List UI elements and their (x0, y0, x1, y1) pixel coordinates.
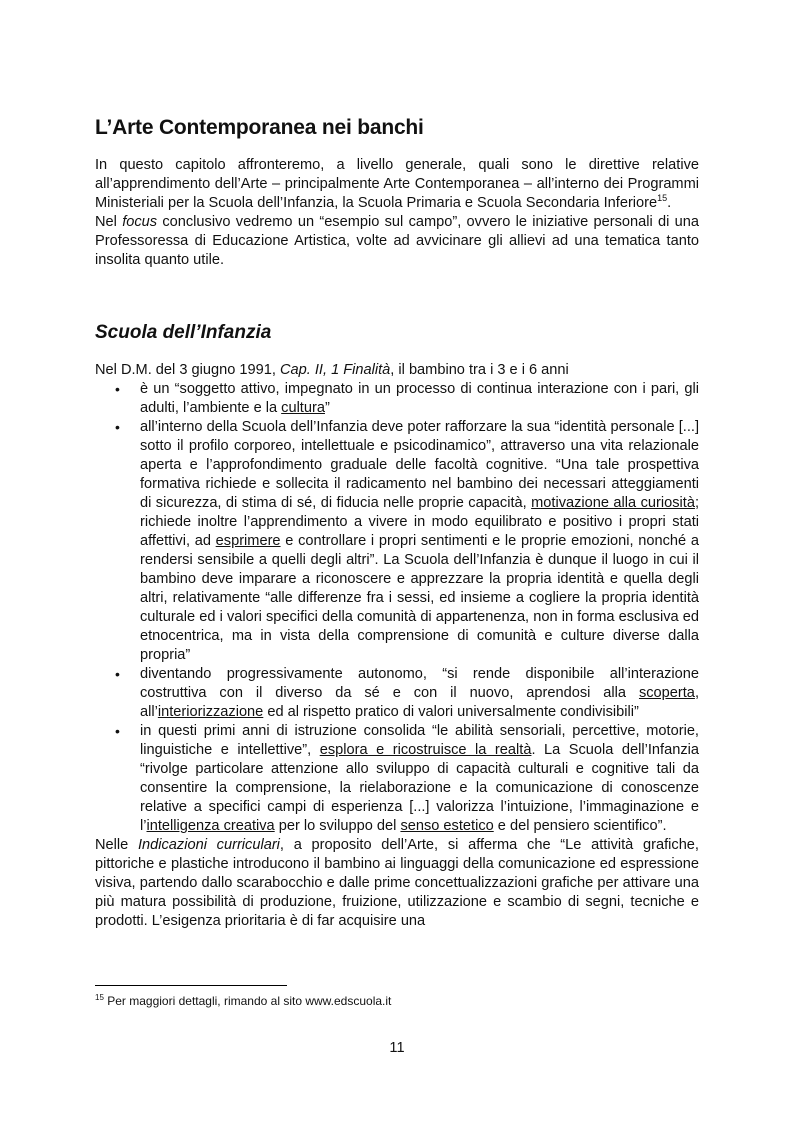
underlined-term: senso estetico (400, 818, 494, 834)
underlined-term: intelligenza creativa (146, 818, 275, 834)
closing-text-a: Nelle (95, 837, 138, 853)
chapter-reference: Cap. II, 1 Finalità (279, 362, 391, 378)
bullet-list (95, 380, 699, 836)
underlined-term: interiorizzazione (157, 704, 264, 720)
lead-text-b: , il bambino tra i 3 e i 6 anni (390, 362, 569, 378)
item-text: diventando progressivamente autonomo, “si rende disponibile all’interazione costruttiva con il diverso da sé e con il nuovo, aprendosi alla (140, 666, 699, 701)
list-item (95, 418, 699, 665)
intro2-text-a: Nel (95, 214, 123, 230)
footnote-number: 15 (95, 993, 104, 1002)
item-text: e del pensiero scientifico”. (493, 818, 667, 834)
item-text: e controllare i propri sentimenti e le proprie emozioni, nonché a rendersi sensibile a quelli degli altri”. La Scuola dell’Infanzia è dunque il luogo in cui il bambino deve imparare a riconoscere e apprezzare la propria identità e quella degli altri, relativamente “alle differenze fra i sessi, ed insieme a cogliere la propria identità culturale ed i valori specifici della comunità di appartenenza, non in forma esclusiva ed etnocentrica, ma in vista della comprensione di comunità e culture diverse dalla propria” (140, 533, 699, 663)
page-number: 11 (389, 1040, 405, 1056)
bullet-icon: • (115, 419, 120, 435)
chapter-title: L’Arte Contemporanea nei banchi (95, 116, 424, 139)
list-item (95, 380, 699, 418)
intro-paragraph-1 (95, 156, 699, 213)
footnote-reference: 15 (657, 193, 668, 204)
underlined-term: esprimere (215, 533, 281, 549)
section-body (95, 361, 699, 931)
underlined-term: esplora e ricostruisce la realtà (319, 742, 532, 758)
item-text: all’interno della Scuola dell’Infanzia deve poter rafforzare la sua “identità personale [...] sotto il profilo corporeo, intellettuale e psicodinamico”, attraverso una vita relazionale aperta e l’approfondimento graduale delle facoltà cognitive. “Una tale prospettiva formativa richiede e sollecita il radicamento nel bambino dei necessari atteggiamenti di sicurezza, di stima di sé, di fiducia nelle proprie capacità, (140, 419, 699, 511)
item-text: ; richiede inoltre l’apprendimento a vivere in modo equilibrato e positivo i propri stati affettivi, ad (140, 495, 699, 549)
item-text: è un “soggetto attivo, impegnato in un processo di continua interazione con i pari, gli adulti, l’ambiente e la (140, 381, 699, 416)
intro-section (95, 156, 699, 270)
bullet-icon: • (115, 723, 120, 739)
underlined-term: scoperta (638, 685, 695, 701)
intro2-text-b: conclusivo vedremo un “esempio sul campo”, ovvero le iniziative personali di una Professoressa di Educazione Artistica, volte ad avvicinare gli allievi ad una tematica tanto insolita quanto utile. (95, 214, 700, 268)
focus-italic: focus (122, 214, 158, 230)
item-text: , all’ (140, 685, 699, 720)
item-text: ed al rispetto pratico di valori universalmente condivisibili” (263, 704, 639, 720)
section-title: Scuola dell’Infanzia (95, 322, 272, 343)
item-text: in questi primi anni di istruzione consolida “le abilità sensoriali, percettive, motorie, linguistiche e intellettive”, (140, 723, 699, 758)
item-text: . La Scuola dell’Infanzia “rivolge particolare attenzione allo sviluppo di capacità culturali e cognitive tali da consentire la comprensione, la rielaborazione e la comunicazione di conoscenze relative a specifici campi di esperienza [...] valorizza l’intuizione, l’immaginazione e l’ (140, 742, 699, 834)
lead-paragraph (95, 361, 699, 380)
bullet-icon: • (115, 381, 120, 397)
item-text: per lo sviluppo del (274, 818, 401, 834)
footnote-divider (95, 985, 287, 986)
bullet-icon: • (115, 666, 120, 682)
item-text: ” (324, 400, 330, 416)
underlined-term: motivazione alla curiosità (531, 495, 695, 511)
closing-paragraph (95, 836, 699, 931)
underlined-term: cultura (281, 400, 325, 416)
footnote-text: Per maggiori dettagli, rimando al sito www.edscuola.it (103, 994, 392, 1008)
lead-text-a: Nel D.M. del 3 giugno 1991, (95, 362, 280, 378)
list-item (95, 722, 699, 836)
intro-paragraph-2 (95, 213, 699, 270)
indicazioni-italic: Indicazioni curriculari (137, 837, 280, 853)
intro-text: In questo capitolo affronteremo, a livello generale, quali sono le direttive relative all’apprendimento dell’Arte – principalmente Arte Contemporanea – all’interno dei Programmi Ministeriali per la Scuola dell’Infanzia, la Scuola Primaria e Scuola Secondaria Inferiore (95, 157, 699, 211)
closing-text-b: , a proposito dell’Arte, si afferma che “Le attività grafiche, pittoriche e plastiche introducono il bambino ai linguaggi della comunicazione ed espressione visiva, partendo dallo scarabocchio e dalle prime concettualizzazioni grafiche per attivare una più matura possibilità di produzione, fruizione, utilizzazione e scambio di segni, tecniche e prodotti. L’esigenza prioritaria è di far acquisire una (95, 837, 699, 929)
intro-text-end: . (667, 195, 672, 211)
list-item (95, 665, 699, 722)
footnote (95, 994, 391, 1008)
